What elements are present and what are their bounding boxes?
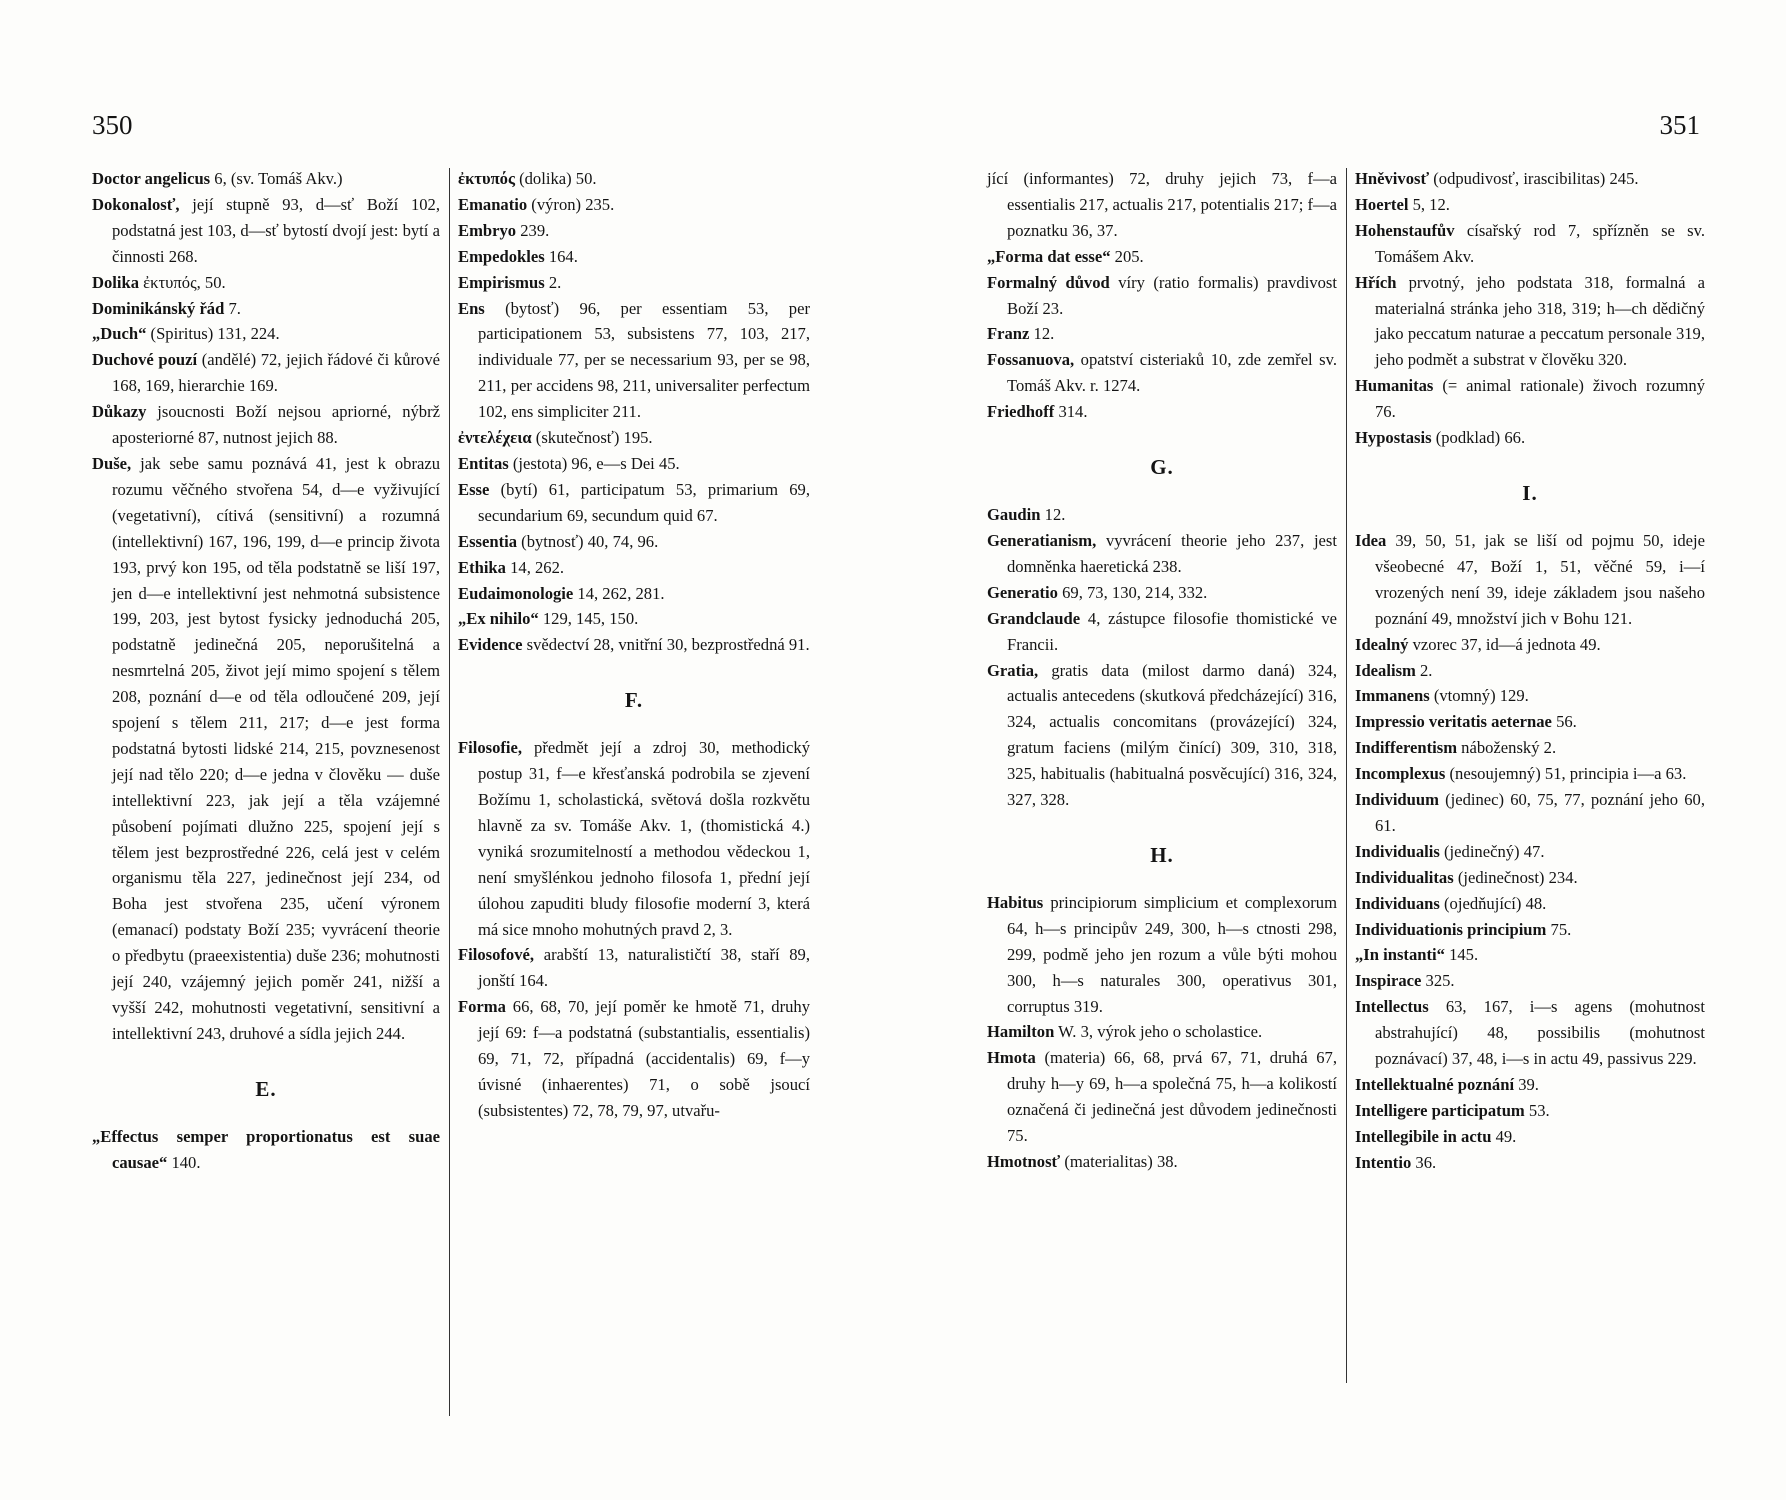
entry-headword: Habitus xyxy=(987,892,1044,912)
entry-headword: Idea xyxy=(1355,530,1387,550)
entry-references: (jestota) 96, e—s Dei 45. xyxy=(508,453,680,473)
index-entry xyxy=(92,347,440,399)
entry-headword: ἐντελέχεια xyxy=(458,428,532,448)
entry-headword: Idealism xyxy=(1355,660,1416,680)
entry-headword: „Duch“ xyxy=(92,324,147,344)
entry-headword: Evidence xyxy=(458,635,523,655)
entry-references: (podklad) 66. xyxy=(1431,428,1526,448)
entry-headword: Gratia, xyxy=(987,660,1039,680)
entry-headword: Intellectus xyxy=(1355,997,1429,1017)
entry-references: její stupně 93, d—sť Boží 102, podstatná jest 103, d—sť bytostí dvojí jest: bytí a činnosti 268. xyxy=(112,194,440,266)
index-entry xyxy=(92,270,440,296)
entry-headword: ἐκτυπός xyxy=(458,169,515,188)
entry-headword: Hohenstaufův xyxy=(1355,220,1455,240)
entry-references: (skutečnosť) 195. xyxy=(531,428,653,448)
entry-references: jsoucnosti Boží nejsou apriorné, nýbrž aposteriorné 87, nutnost jejich 88. xyxy=(112,402,440,448)
entry-headword: Humanitas xyxy=(1355,376,1434,396)
entry-references: (vtomný) 129. xyxy=(1429,686,1529,706)
entry-references: opatství cisteriaků 10, zde zemřel sv. Tomáš Akv. r. 1274. xyxy=(1007,350,1337,396)
index-entry xyxy=(987,1149,1337,1175)
index-entry xyxy=(458,581,810,607)
column-divider xyxy=(1346,168,1347,1383)
entry-references: (dolika) 50. xyxy=(514,169,597,188)
index-entry xyxy=(987,890,1337,1020)
entry-references: (ojedňující) 48. xyxy=(1439,893,1547,913)
index-entry xyxy=(458,994,810,1124)
index-entry xyxy=(458,425,810,451)
entry-references: (bytí) 61, participatum 53, primarium 69, secundarium 69, secundum quid 67. xyxy=(478,479,810,525)
entry-headword: Eudaimonologie xyxy=(458,583,574,603)
section-letter: E. xyxy=(255,1076,277,1101)
index-entry xyxy=(1355,735,1705,761)
index-entry xyxy=(1355,865,1705,891)
index-entry xyxy=(92,1124,440,1176)
index-entry xyxy=(1355,839,1705,865)
index-entry xyxy=(987,658,1337,813)
entry-references: (bytnosť) 40, 74, 96. xyxy=(517,531,659,551)
entry-references: 12. xyxy=(1029,324,1055,344)
entry-references: principiorum simplicium et complexorum 64, h—s principův 249, 300, h—s ctnosti 298, 299, podmě jeho jen rozum a vůle býti mohou 300, h—s naturales 300, operativus 301, corruptus 319. xyxy=(1007,892,1337,1016)
entry-headword: Dokonalosť, xyxy=(92,194,180,214)
entry-references: (= animal rationale) živoch rozumný 76. xyxy=(1375,376,1705,422)
entry-references: 2. xyxy=(544,272,562,292)
entry-headword: Intellegibile in actu xyxy=(1355,1126,1492,1146)
index-entry xyxy=(987,502,1337,528)
entry-headword: Filosofové, xyxy=(458,945,535,965)
entry-headword: Esse xyxy=(458,479,490,499)
entry-references: 39. xyxy=(1514,1075,1539,1094)
entry-headword: Grandclaude xyxy=(987,608,1081,628)
page-number-right: 351 xyxy=(1659,110,1700,140)
entry-headword: Hřích xyxy=(1355,272,1397,292)
index-entry xyxy=(92,166,440,192)
index-column xyxy=(92,166,440,1176)
index-entry xyxy=(1355,917,1705,943)
entry-references: (jedinečný) 47. xyxy=(1439,841,1545,861)
index-entry xyxy=(1355,942,1705,968)
index-entry xyxy=(458,529,810,555)
index-entry xyxy=(987,528,1337,580)
entry-references: 7. xyxy=(224,298,241,318)
entry-headword: Hněvivosť xyxy=(1355,169,1430,188)
section-letter: G. xyxy=(1150,455,1174,480)
index-entry xyxy=(458,555,810,581)
entry-headword: Duchové pouzí xyxy=(92,350,198,370)
entry-headword: Doctor angelicus xyxy=(92,169,211,188)
entry-headword: „Effectus semper proportionatus est suae causae“ xyxy=(92,1126,440,1172)
index-entry xyxy=(458,218,810,244)
index-entry xyxy=(1355,425,1705,451)
entry-references: (nesoujemný) 51, principia i—a 63. xyxy=(1445,764,1687,784)
section-letter: F. xyxy=(624,688,644,713)
entry-headword: „Forma dat esse“ xyxy=(987,246,1111,266)
index-entry xyxy=(1355,270,1705,374)
entry-references: 36. xyxy=(1411,1152,1437,1172)
entry-references: 2. xyxy=(1415,660,1433,680)
section-letter: H. xyxy=(1150,842,1174,867)
index-entry xyxy=(1355,632,1705,658)
index-entry xyxy=(458,606,810,632)
entry-references: ἐκτυπός, 50. xyxy=(139,272,226,292)
entry-headword: Friedhoff xyxy=(987,402,1055,422)
entry-headword: Individualis xyxy=(1355,841,1440,861)
index-entry xyxy=(987,606,1337,658)
entry-headword: Formalný důvod xyxy=(987,272,1110,292)
index-column xyxy=(458,166,810,1124)
index-entry xyxy=(1355,709,1705,735)
index-entry xyxy=(1355,761,1705,787)
entry-references: vzorec 37, id—á jednota 49. xyxy=(1408,634,1601,654)
entry-headword: Individualitas xyxy=(1355,867,1454,887)
index-entry xyxy=(458,632,810,658)
entry-headword: Ethika xyxy=(458,557,506,577)
entry-references: (materia) 66, 68, prvá 67, 71, druhá 67, druhy h—y 69, h—a společná 75, h—a kolikostí označená či jedinečná jest důvodem jedinečnosti 75. xyxy=(1007,1048,1337,1146)
index-entry xyxy=(1355,994,1705,1072)
entry-headword: Gaudin xyxy=(987,505,1041,525)
index-entry xyxy=(1355,1098,1705,1124)
index-entry xyxy=(1355,683,1705,709)
entry-headword: Generatianism, xyxy=(987,530,1097,550)
entry-headword: Filosofie, xyxy=(458,738,523,758)
entry-headword: „In instanti“ xyxy=(1355,945,1445,965)
index-entry xyxy=(458,296,810,426)
index-entry xyxy=(92,321,440,347)
index-entry xyxy=(1355,1150,1705,1176)
index-entry xyxy=(458,735,810,942)
entry-references: 12. xyxy=(1040,505,1066,525)
index-entry xyxy=(458,477,810,529)
entry-references: 129, 145, 150. xyxy=(538,609,639,629)
index-entry xyxy=(1355,1072,1705,1098)
entry-headword: Emanatio xyxy=(458,194,528,214)
entry-references: 314. xyxy=(1054,402,1088,422)
entry-headword: Idealný xyxy=(1355,634,1409,654)
entry-headword: Hamilton xyxy=(987,1022,1055,1042)
index-entry xyxy=(1355,968,1705,994)
index-entry xyxy=(1355,528,1705,632)
entry-references: 239. xyxy=(516,220,550,240)
entry-references: 75. xyxy=(1546,919,1572,939)
index-entry xyxy=(987,321,1337,347)
entry-references: (bytosť) 96, per essentiam 53, per participationem 53, subsistens 77, 103, 217, individuale 77, per se necessarium 93, per se 98, 211, per accidens 98, 211, universaliter perfectum 102, ens simpliciter 211. xyxy=(478,298,810,422)
index-entry xyxy=(458,270,810,296)
entry-references: víry (ratio formalis) pravdivost Boží 23. xyxy=(1007,272,1338,318)
index-entry xyxy=(458,244,810,270)
entry-headword: Forma xyxy=(458,997,506,1017)
index-entry xyxy=(458,166,810,192)
index-entry xyxy=(458,451,810,477)
index-entry xyxy=(92,296,440,322)
entry-headword: Hoertel xyxy=(1355,194,1409,214)
entry-references: předmět její a zdroj 30, methodický postup 31, f—e křesťanská podrobila se zjevení Božímu 1, scholastická, světová došla rozkvětu hlavně za sv. Tomáše Akv. 1, (thomistická 4.) vyniká srozumitelností a methodou vědeckou 1, není smyšlénkou jednoho filosofa 1, přední její úlohou zapuditi bludy filosofie moderní 3, která má sice mnoho mohutných pravd 2, 3. xyxy=(478,738,810,939)
entry-headword: Fossanuova, xyxy=(987,350,1075,370)
entry-headword: Intellektualné poznání xyxy=(1355,1075,1515,1094)
index-entry xyxy=(1355,218,1705,270)
index-entry xyxy=(987,166,1337,244)
entry-headword: Franz xyxy=(987,324,1030,344)
entry-references: (Spiritus) 131, 224. xyxy=(146,324,280,344)
index-entry xyxy=(987,347,1337,399)
entry-headword: Inspirace xyxy=(1355,971,1422,991)
entry-references: W. 3, výrok jeho o scholastice. xyxy=(1054,1022,1263,1042)
entry-references: 4, zástupce filosofie thomistické ve Francii. xyxy=(1007,608,1337,654)
entry-headword: Intelligere participatum xyxy=(1355,1100,1525,1120)
index-entry xyxy=(1355,658,1705,684)
entry-references: (výron) 235. xyxy=(527,194,615,214)
entry-references: jící (informantes) 72, druhy jejich 73, f—a essentialis 217, actualis 217, potentialis 217; f—a poznatku 36, 37. xyxy=(987,169,1337,240)
entry-references: 14, 262, 281. xyxy=(573,583,665,603)
entry-references: 6, (sv. Tomáš Akv.) xyxy=(210,169,343,188)
entry-references: arabští 13, naturalističtí 38, staří 89, jonští 164. xyxy=(478,945,810,991)
index-entry xyxy=(458,192,810,218)
entry-references: jak sebe samu poznává 41, jest k obrazu rozumu věčného stvořena 54, d—e vyživující (vegetativní), cítivá (sensitivní) a rozumná (intellektivní) 167, 196, 199, d—e princip života 193, prvý kon 195, od těla podstatně se liší 197, jen d—e intellektivní jest nehmotná subsistence 199, 203, jest bytost fysicky jednoduchá 205, podstatně jedinečná 205, neporušitelná a nesmrtelná 205, život její mimo spojení s tělem 208, poznání d—e od těla odloučené 209, její spojení s tělem 211, 217; d—e jest forma podstatná bytosti lidské 214, 215, povznesenost její nad tělo 220; d—e jedna v člověku — duše intellektivní 223, jak její a těla vzájemné působení pojímati dlužno 225, spojení její s tělem jest bezprostředné 226, celá jest v celém organismu těla 227, jedinečnost její 234, od Boha jest stvořena 235, učení výronem (emanací) podstaty Boží 235; vyvrácení theorie o předbytu (praeexistentia) duše 236; mohutnosti její 240, vzájemný jejich poměr 241, nižší a vyšší 242, mohutnosti vegetativní, sensitivní a intellektivní 243, druhové a sídla jejich 244. xyxy=(112,453,440,1043)
entry-headword: Duše, xyxy=(92,453,132,473)
column-divider xyxy=(449,168,450,1416)
entry-headword: Indifferentism xyxy=(1355,738,1458,758)
index-entry xyxy=(1355,192,1705,218)
entry-references: svědectví 28, vnitřní 30, bezprostředná 91. xyxy=(522,635,810,655)
entry-references: (andělé) 72, jejich řádové či kůrové 168, 169, hierarchie 169. xyxy=(112,350,440,396)
index-column xyxy=(1355,166,1705,1176)
entry-headword: Empirismus xyxy=(458,272,545,292)
entry-headword: Hmotnosť xyxy=(987,1152,1061,1171)
entry-references: 39, 50, 51, jak se liší od pojmu 50, ideje všeobecné 47, Boží 1, 51, věčné 59, i—í vrozených není 39, ideje základem jsou našeho poznání 49, množství jich v Bohu 121. xyxy=(1375,530,1705,628)
entry-headword: Individuans xyxy=(1355,893,1440,913)
entry-headword: Hmota xyxy=(987,1048,1036,1068)
index-entry xyxy=(458,942,810,994)
entry-headword: Individuum xyxy=(1355,790,1439,810)
index-entry xyxy=(987,399,1337,425)
entry-references: prvotný, jeho podstata 318, formalná a materialná stránka jeho 318, 319; h—ch dědičný jako peccatum naturae a peccatum personale 319, jeho podmět a substrat v člověku 320. xyxy=(1375,272,1705,370)
index-entry xyxy=(987,1045,1337,1149)
entry-headword: Důkazy xyxy=(92,402,147,422)
entry-headword: Impressio veritatis aeternae xyxy=(1355,712,1552,732)
entry-headword: Immanens xyxy=(1355,686,1430,706)
entry-references: 164. xyxy=(544,246,578,266)
index-entry xyxy=(1355,1124,1705,1150)
index-entry xyxy=(987,270,1337,322)
section-letter: I. xyxy=(1522,480,1538,505)
entry-headword: Hypostasis xyxy=(1355,428,1432,448)
entry-references: 56. xyxy=(1551,712,1577,732)
index-entry xyxy=(92,399,440,451)
entry-headword: Essentia xyxy=(458,531,518,551)
entry-references: gratis data (milost darmo daná) 324, actualis antecedens (skutková předcházející) 316, 324, actualis concomitans (provázející) 324, gratum faciens (milým činící) 309, 310, 318, 325, habitualis (habitualná posvěcující) 316, 324, 327, 328. xyxy=(1007,660,1337,810)
index-entry xyxy=(987,244,1337,270)
entry-references: (materialitas) 38. xyxy=(1060,1152,1178,1171)
entry-headword: Dominikánský řád xyxy=(92,298,225,318)
entry-references: náboženský 2. xyxy=(1457,738,1557,758)
page-number-left: 350 xyxy=(92,110,133,140)
entry-references: (jedinec) 60, 75, 77, poznání jeho 60, 61. xyxy=(1375,790,1705,835)
entry-headword: Empedokles xyxy=(458,246,545,266)
entry-references: 145. xyxy=(1444,945,1479,965)
entry-headword: Individuationis principium xyxy=(1355,919,1547,939)
entry-headword: Ens xyxy=(458,298,485,318)
entry-headword: Dolika xyxy=(92,272,140,292)
index-entry xyxy=(1355,787,1705,839)
entry-references: 140. xyxy=(167,1152,201,1172)
entry-headword: Intentio xyxy=(1355,1152,1412,1172)
entry-references: 63, 167, i—s agens (mohutnost abstrahující) 48, possibilis (mohutnost poznávací) 37, 48, i—s in actu 49, passivus 229. xyxy=(1375,997,1705,1069)
entry-headword: Entitas xyxy=(458,453,509,473)
index-column xyxy=(987,166,1337,1175)
entry-headword: „Ex nihilo“ xyxy=(458,609,539,629)
entry-headword: Embryo xyxy=(458,220,517,240)
entry-headword: Generatio xyxy=(987,582,1058,602)
entry-references: vyvrácení theorie jeho 237, jest domněnka haeretická 238. xyxy=(1007,530,1337,576)
entry-references: 325. xyxy=(1421,971,1455,991)
index-entry xyxy=(987,580,1337,606)
entry-headword: Incomplexus xyxy=(1355,764,1446,784)
entry-references: 53. xyxy=(1524,1100,1550,1120)
right-page xyxy=(893,0,1786,1500)
entry-references: císařský rod 7, spřízněn se sv. Tomášem Akv. xyxy=(1375,220,1705,266)
entry-references: (odpudivosť, irascibilitas) 245. xyxy=(1429,169,1639,188)
index-entry xyxy=(987,1019,1337,1045)
index-entry xyxy=(92,451,440,1047)
entry-references: 5, 12. xyxy=(1408,194,1450,214)
index-entry xyxy=(92,192,440,270)
index-entry xyxy=(1355,373,1705,425)
entry-references: 69, 73, 130, 214, 332. xyxy=(1057,582,1208,602)
index-entry xyxy=(1355,166,1705,192)
entry-references: 14, 262. xyxy=(505,557,565,577)
entry-references: 205. xyxy=(1110,246,1144,266)
entry-references: (jedinečnost) 234. xyxy=(1453,867,1578,887)
index-entry xyxy=(1355,891,1705,917)
entry-references: 66, 68, 70, její poměr ke hmotě 71, druhy její 69: f—a podstatná (substantialis, essentialis) 69, 71, 72, případná (accidentalis) 69, f—y úvisné (inhaerentes) 71, o sobě jsoucí (subsistentes) 72, 78, 79, 97, utvařu- xyxy=(478,997,810,1120)
entry-references: 49. xyxy=(1491,1126,1517,1146)
